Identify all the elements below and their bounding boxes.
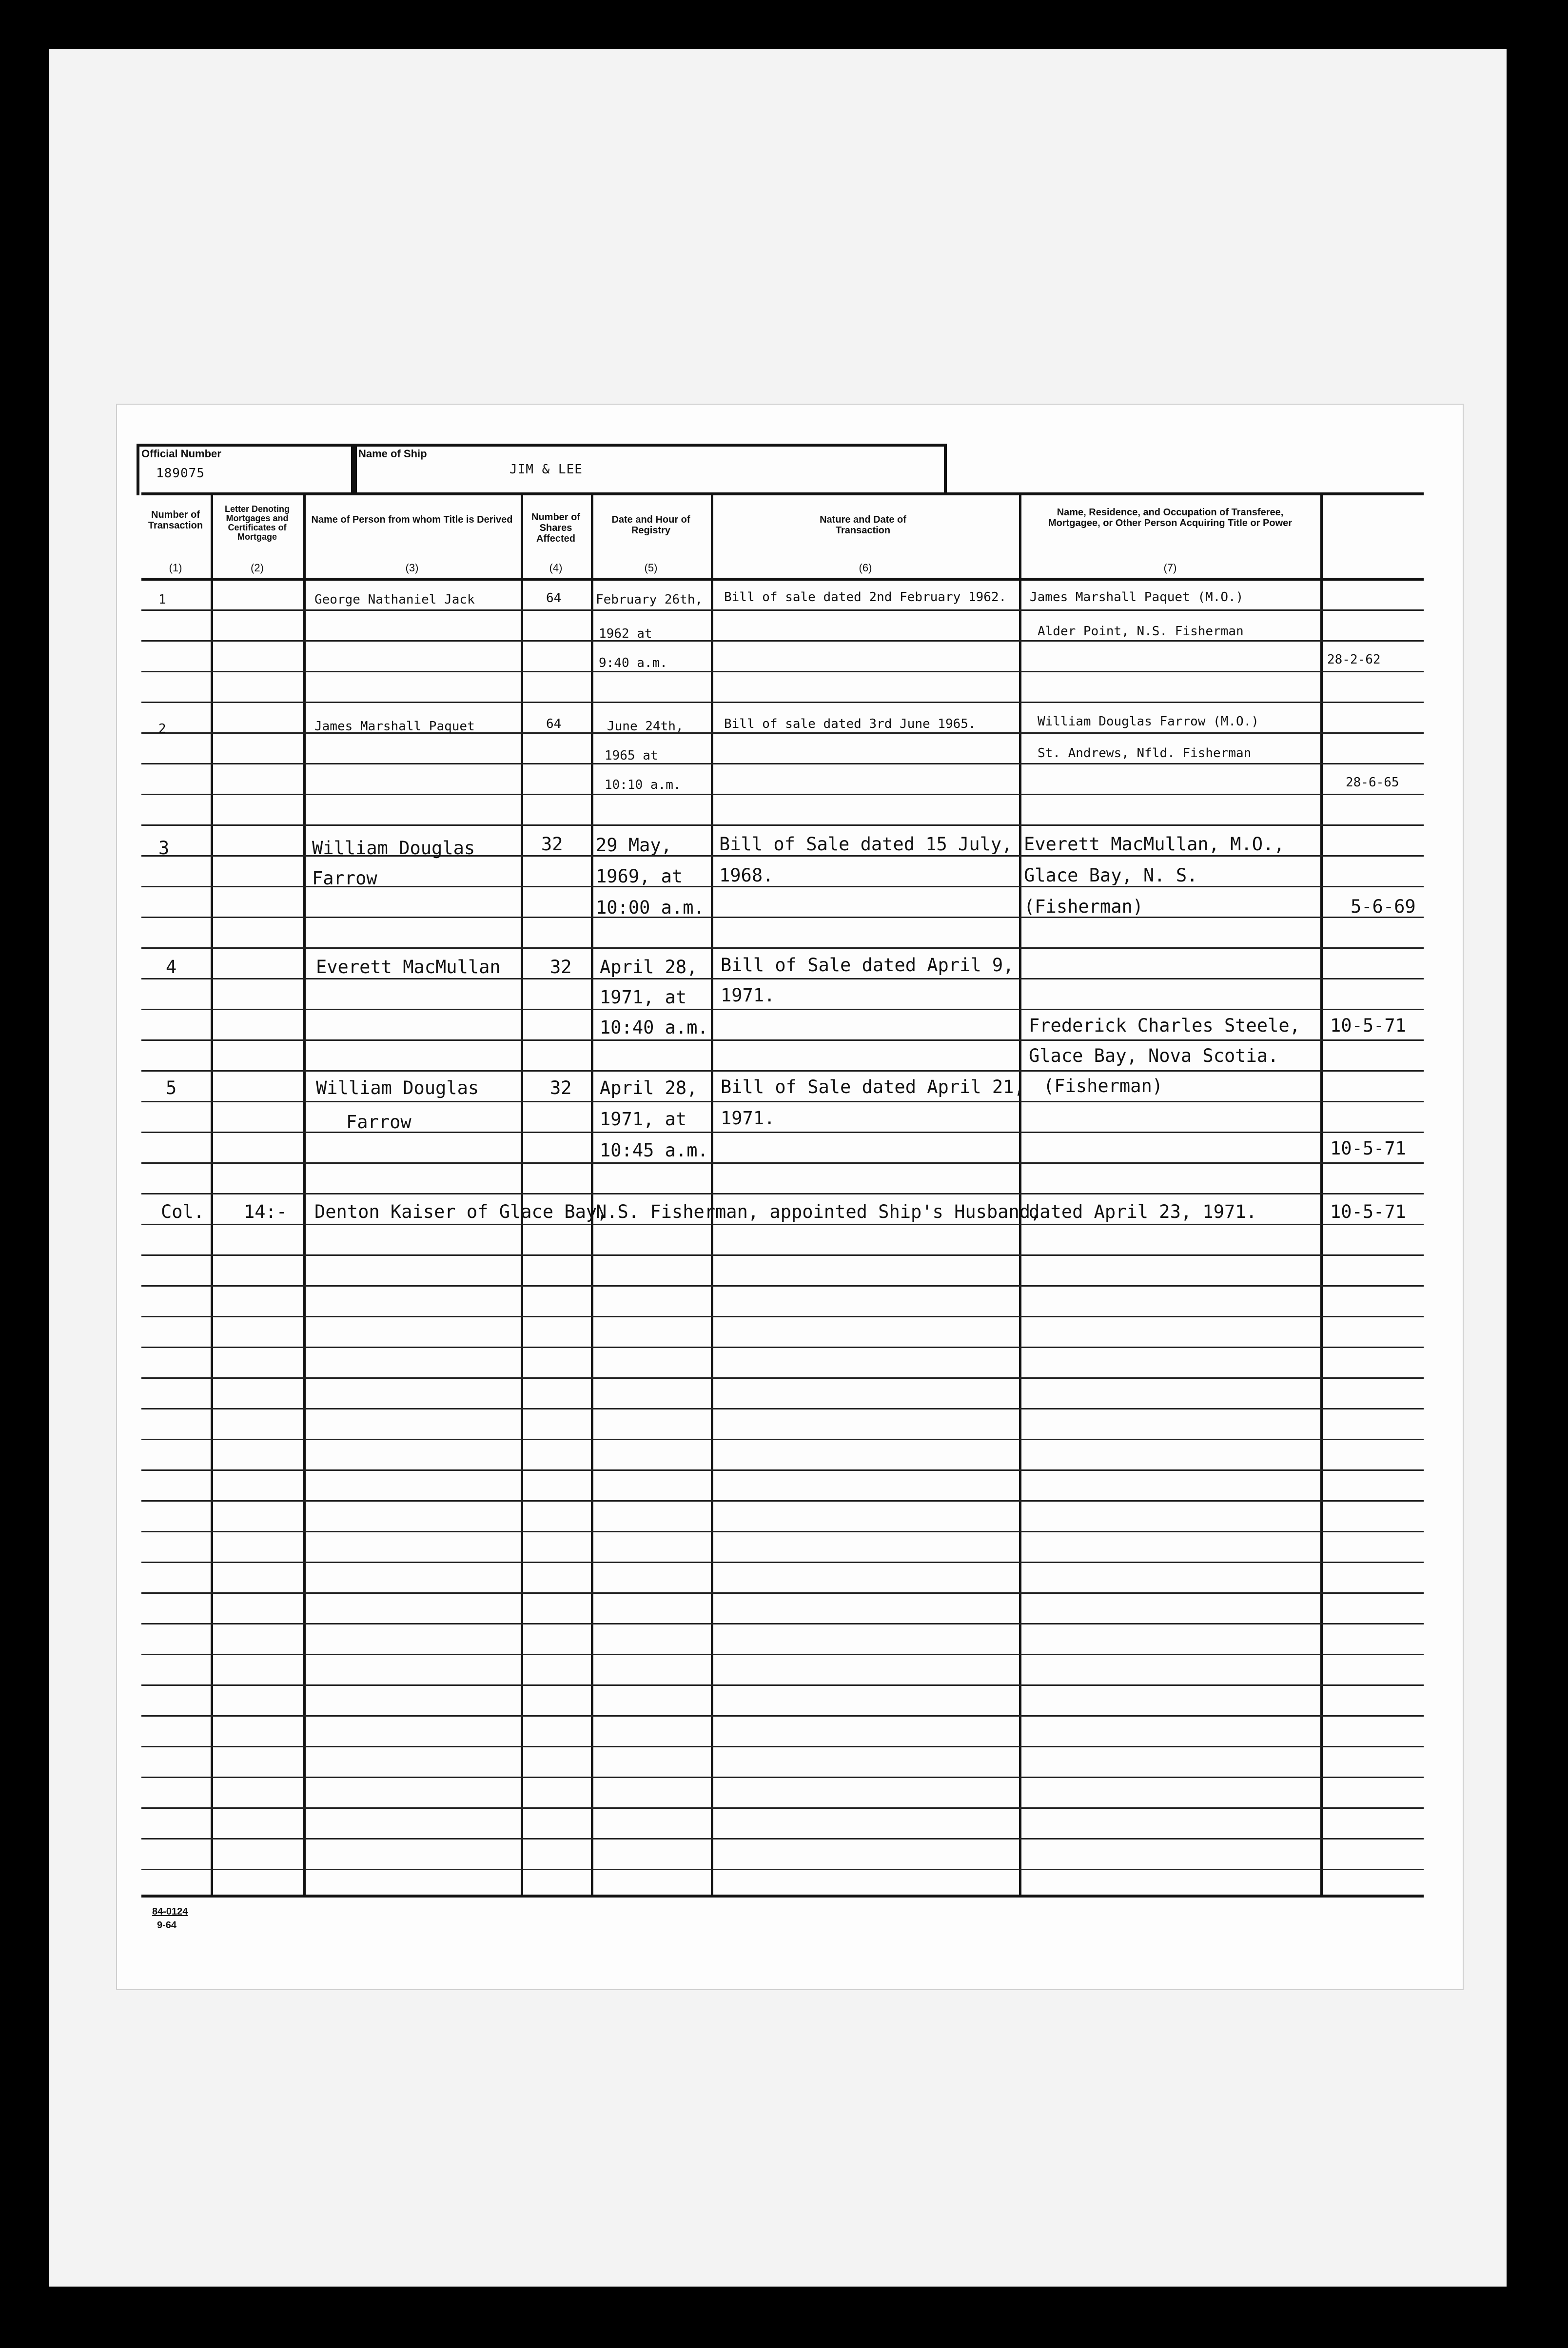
row-rule bbox=[141, 1807, 1424, 1809]
entry-2-from: James Marshall Paquet bbox=[314, 719, 475, 734]
entry-2-transferee-line-1: William Douglas Farrow (M.O.) bbox=[1038, 714, 1259, 729]
col-note-ref: 14:- bbox=[244, 1201, 288, 1222]
entry-2-registry-line-1: June 24th, bbox=[607, 719, 684, 734]
col-note-part-1: Denton Kaiser of Glace Bay, bbox=[314, 1201, 608, 1222]
column-number-5: (5) bbox=[644, 562, 658, 574]
column-rule-5 bbox=[711, 493, 713, 1898]
row-rule bbox=[141, 609, 1424, 611]
row-rule bbox=[141, 1070, 1424, 1072]
entry-3-date-note: 5-6-69 bbox=[1351, 896, 1416, 917]
ship-name-label: Name of Ship bbox=[358, 448, 427, 460]
row-rule bbox=[141, 1193, 1424, 1194]
entry-1-registry-line-2: 1962 at bbox=[599, 626, 652, 641]
column-header-6: Nature and Date of Transaction bbox=[820, 514, 906, 536]
column-number-1: (1) bbox=[169, 562, 182, 574]
col-note-part-3: dated April 23, 1971. bbox=[1029, 1201, 1257, 1222]
entry-4-registry-line-2: 1971, at bbox=[600, 987, 687, 1008]
entry-3-transferee-line-1: Everett MacMullan, M.O., bbox=[1024, 834, 1285, 855]
form-number: 84-0124 bbox=[152, 1906, 188, 1917]
entry-4-shares: 32 bbox=[550, 957, 572, 978]
entry-3-transferee-line-3: (Fisherman) bbox=[1024, 896, 1144, 917]
entry-5-from-line-2: Farrow bbox=[346, 1112, 412, 1133]
row-rule bbox=[141, 1869, 1424, 1870]
row-rule bbox=[141, 1562, 1424, 1563]
entry-2-shares: 64 bbox=[546, 717, 562, 731]
row-rule bbox=[141, 1654, 1424, 1655]
official-number-label: Official Number bbox=[141, 448, 221, 460]
column-header-2: Letter Denoting Mortgages and Certificates of Mortgage bbox=[225, 504, 290, 542]
ship-name-value: JIM & LEE bbox=[510, 462, 583, 477]
entry-1-number: 1 bbox=[158, 592, 166, 607]
row-rule bbox=[141, 640, 1424, 642]
column-header-1: Number of Transaction bbox=[148, 509, 203, 531]
column-number-2: (2) bbox=[251, 562, 264, 574]
col-note-label: Col. bbox=[161, 1201, 205, 1222]
column-header-4: Number of Shares Affected bbox=[531, 512, 580, 544]
column-rule-1 bbox=[211, 493, 213, 1898]
entry-4-number: 4 bbox=[166, 957, 177, 978]
row-rule bbox=[141, 978, 1424, 979]
row-rule bbox=[141, 1316, 1424, 1317]
row-rule bbox=[141, 1715, 1424, 1717]
entry-2-number: 2 bbox=[158, 722, 166, 736]
entry-1-date-note: 28-2-62 bbox=[1327, 652, 1381, 667]
row-rule bbox=[141, 1838, 1424, 1839]
row-rule bbox=[141, 1531, 1424, 1532]
column-rule-7 bbox=[1320, 493, 1323, 1898]
row-rule bbox=[141, 1592, 1424, 1594]
row-rule bbox=[141, 1777, 1424, 1778]
col-note-part-2: N.S. Fisherman, appointed Ship's Husband, bbox=[596, 1201, 1041, 1222]
column-header-7: Name, Residence, and Occupation of Transferee, Mortgagee, or Other Person Acquiring Title or Power bbox=[1048, 507, 1293, 528]
entry-5-nature-line-1: Bill of Sale dated April 21, bbox=[721, 1076, 1025, 1097]
entry-4-from: Everett MacMullan bbox=[316, 957, 501, 978]
row-rule bbox=[141, 1500, 1424, 1502]
entry-1-from: George Nathaniel Jack bbox=[314, 592, 475, 607]
row-rule bbox=[141, 1132, 1424, 1133]
entry-3-from-line-1: William Douglas bbox=[312, 838, 475, 859]
entry-2-registry-line-2: 1965 at bbox=[605, 748, 658, 763]
entry-3-from-line-2: Farrow bbox=[312, 868, 377, 889]
row-rule bbox=[141, 1224, 1424, 1225]
entry-1-transferee-line-2: Alder Point, N.S. Fisherman bbox=[1038, 624, 1244, 639]
row-rule bbox=[141, 1101, 1424, 1102]
entry-1-shares: 64 bbox=[546, 591, 562, 606]
row-rule bbox=[141, 917, 1424, 918]
row-rule bbox=[141, 1684, 1424, 1686]
row-rule bbox=[141, 824, 1424, 826]
row-rule bbox=[141, 1039, 1424, 1041]
entry-1-nature: Bill of sale dated 2nd February 1962. bbox=[724, 590, 1007, 605]
row-rule bbox=[141, 1009, 1424, 1010]
entry-4-nature-line-2: 1971. bbox=[721, 985, 775, 1006]
row-rule bbox=[141, 947, 1424, 949]
entry-1-transferee-line-1: James Marshall Paquet (M.O.) bbox=[1030, 590, 1244, 605]
entry-4-transferee-line-3: (Fisherman) bbox=[1043, 1076, 1163, 1096]
entry-1-registry-line-1: February 26th, bbox=[596, 592, 703, 607]
entry-5-nature-line-2: 1971. bbox=[721, 1108, 775, 1129]
entry-3-nature-line-2: 1968. bbox=[719, 865, 774, 886]
entry-5-from-line-1: William Douglas bbox=[316, 1077, 479, 1098]
row-rule bbox=[141, 1254, 1424, 1256]
entry-4-transferee-line-1: Frederick Charles Steele, bbox=[1029, 1015, 1300, 1036]
column-number-6: (6) bbox=[859, 562, 872, 574]
entry-3-nature-line-1: Bill of Sale dated 15 July, bbox=[719, 834, 1013, 855]
entry-4-registry-line-1: April 28, bbox=[600, 957, 698, 978]
column-rule-4 bbox=[591, 493, 593, 1898]
entry-5-registry-line-3: 10:45 a.m. bbox=[600, 1140, 708, 1161]
entry-3-number: 3 bbox=[158, 838, 170, 859]
row-rule bbox=[141, 763, 1424, 764]
row-rule bbox=[141, 1408, 1424, 1409]
entry-5-date-note: 10-5-71 bbox=[1330, 1138, 1406, 1159]
column-number-4: (4) bbox=[549, 562, 563, 574]
row-rule bbox=[141, 1746, 1424, 1747]
row-rule bbox=[141, 1162, 1424, 1164]
entry-5-registry-line-2: 1971, at bbox=[600, 1109, 687, 1130]
col-note-date-note: 10-5-71 bbox=[1330, 1201, 1406, 1222]
row-rule bbox=[141, 1469, 1424, 1471]
entry-3-registry-line-3: 10:00 a.m. bbox=[596, 897, 705, 918]
register-sheet bbox=[117, 405, 1463, 1989]
entry-2-transferee-line-2: St. Andrews, Nfld. Fisherman bbox=[1038, 746, 1252, 761]
header-top-rule bbox=[141, 492, 1424, 495]
entry-4-date-note: 10-5-71 bbox=[1330, 1015, 1406, 1036]
column-rule-6 bbox=[1019, 493, 1021, 1898]
row-rule bbox=[141, 1347, 1424, 1348]
form-revision: 9-64 bbox=[157, 1920, 177, 1931]
entry-5-registry-line-1: April 28, bbox=[600, 1077, 698, 1098]
entry-3-shares: 32 bbox=[541, 834, 563, 855]
column-number-7: (7) bbox=[1163, 562, 1177, 574]
entry-4-nature-line-1: Bill of Sale dated April 9, bbox=[721, 955, 1014, 976]
row-rule bbox=[141, 671, 1424, 672]
row-rule bbox=[141, 702, 1424, 703]
entry-1-registry-line-3: 9:40 a.m. bbox=[599, 656, 667, 670]
column-rule-2 bbox=[303, 493, 306, 1898]
row-rule bbox=[141, 794, 1424, 795]
header-bottom-rule bbox=[141, 578, 1424, 581]
entry-4-registry-line-3: 10:40 a.m. bbox=[600, 1017, 708, 1038]
official-number-value: 189075 bbox=[156, 466, 205, 481]
row-rule bbox=[141, 1285, 1424, 1287]
column-header-5: Date and Hour of Registry bbox=[611, 514, 690, 536]
row-rule bbox=[141, 1377, 1424, 1379]
entry-3-registry-line-2: 1969, at bbox=[596, 866, 683, 887]
ship-name-box bbox=[351, 444, 947, 495]
column-rule-3 bbox=[521, 493, 523, 1898]
entry-3-registry-line-1: 29 May, bbox=[596, 835, 672, 856]
row-rule bbox=[141, 1623, 1424, 1624]
entry-2-registry-line-3: 10:10 a.m. bbox=[605, 778, 681, 792]
entry-5-number: 5 bbox=[166, 1077, 177, 1098]
column-number-3: (3) bbox=[405, 562, 419, 574]
entry-2-nature: Bill of sale dated 3rd June 1965. bbox=[724, 717, 976, 731]
row-rule bbox=[141, 1439, 1424, 1440]
table-bottom-rule bbox=[141, 1895, 1424, 1898]
entry-4-transferee-line-2: Glace Bay, Nova Scotia. bbox=[1029, 1045, 1279, 1066]
entry-2-date-note: 28-6-65 bbox=[1346, 775, 1399, 790]
column-header-3: Name of Person from whom Title is Derived bbox=[311, 514, 513, 525]
entry-5-shares: 32 bbox=[550, 1077, 572, 1098]
entry-3-transferee-line-2: Glace Bay, N. S. bbox=[1024, 865, 1198, 886]
